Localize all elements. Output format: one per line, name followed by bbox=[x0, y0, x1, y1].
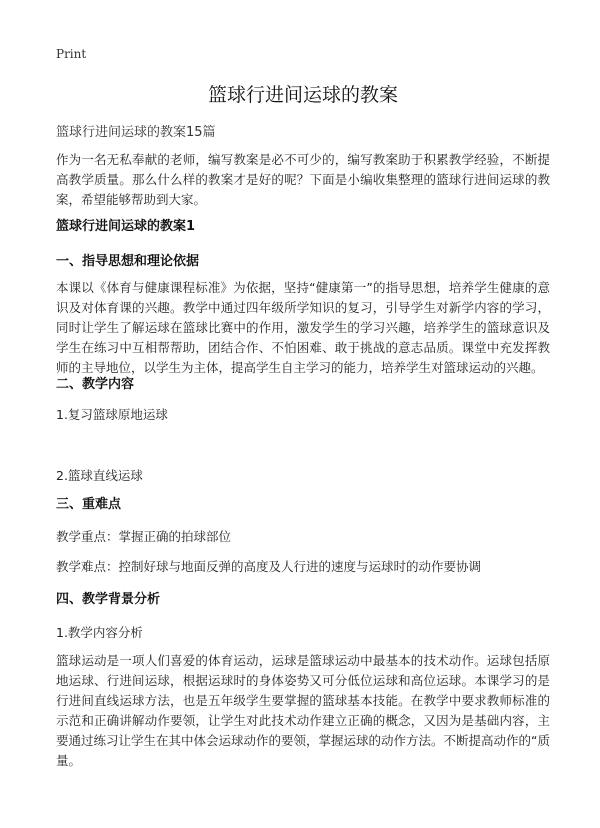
print-link[interactable]: Print bbox=[56, 47, 87, 61]
subheading-content-analysis: 1.教学内容分析 bbox=[56, 625, 143, 640]
content-analysis-paragraph: 篮球运动是一项人们喜爱的体育运动，运球是篮球运动中最基本的技术动作。运球包括原地运球、行进间运球，根据运球时的身体姿势又可分低位运球和高位运球。本课学习的是行进间直线运球方法，也是五年级学生要掌握的篮球基本技能。在教学中要求教师标准的示范和正确讲解动作要领，让学生对此技术动作建立正确的概念，又因为是基础内容，主要通过练习让学生在其中体会运球动作的要领，掌握运球的动作方法。不断提高动作的“质量。 bbox=[56, 653, 550, 768]
heading-teaching-background: 四、教学背景分析 bbox=[56, 592, 161, 607]
list-item-straight-dribble: 2.篮球直线运球 bbox=[56, 468, 143, 483]
heading-guiding-ideology: 一、指导思想和理论依据 bbox=[56, 254, 200, 269]
list-item-review-dribble: 1.复习篮球原地运球 bbox=[56, 407, 168, 422]
difficult-point-text: 教学难点：控制好球与地面反弹的高度及人行进的速度与运球时的动作要协调 bbox=[56, 559, 482, 574]
intro-paragraph: 作为一名无私奉献的老师，编写教案是必不可少的，编写教案助于积累教学经验，不断提高教学质量。那么什么样的教案才是好的呢？下面是小编收集整理的篮球行进间运球的教案，希望能够帮助到大家。 bbox=[56, 152, 550, 207]
heading-teaching-content: 二、教学内容 bbox=[56, 377, 135, 392]
guiding-ideology-paragraph: 本课以《体育与健康课程标准》为依据，坚持“健康第一”的指导思想，培养学生健康的意识及对体育课的兴趣。教学中通过四年级所学知识的复习，引导学生对新学内容的学习，同时让学生了解运球在篮球比赛中的作用，激发学生的学习兴趣，培养学生的篮球意识及学生在练习中互相帮帮助，团结合作、不怕困难、敢于挑战的意志品质。课堂中充发挥教师的主导地位，以学生为主体，提高学生自主学习的能力，培养学生对篮球运动的兴趣。 bbox=[56, 280, 550, 375]
heading-key-difficult-points: 三、重难点 bbox=[56, 497, 122, 512]
page-title: 篮球行进间运球的教案 bbox=[207, 84, 398, 106]
key-point-text: 教学重点：掌握正确的拍球部位 bbox=[56, 529, 232, 544]
document-subtitle: 篮球行进间运球的教案15篇 bbox=[56, 125, 216, 140]
section-title: 篮球行进间运球的教案1 bbox=[56, 219, 196, 234]
